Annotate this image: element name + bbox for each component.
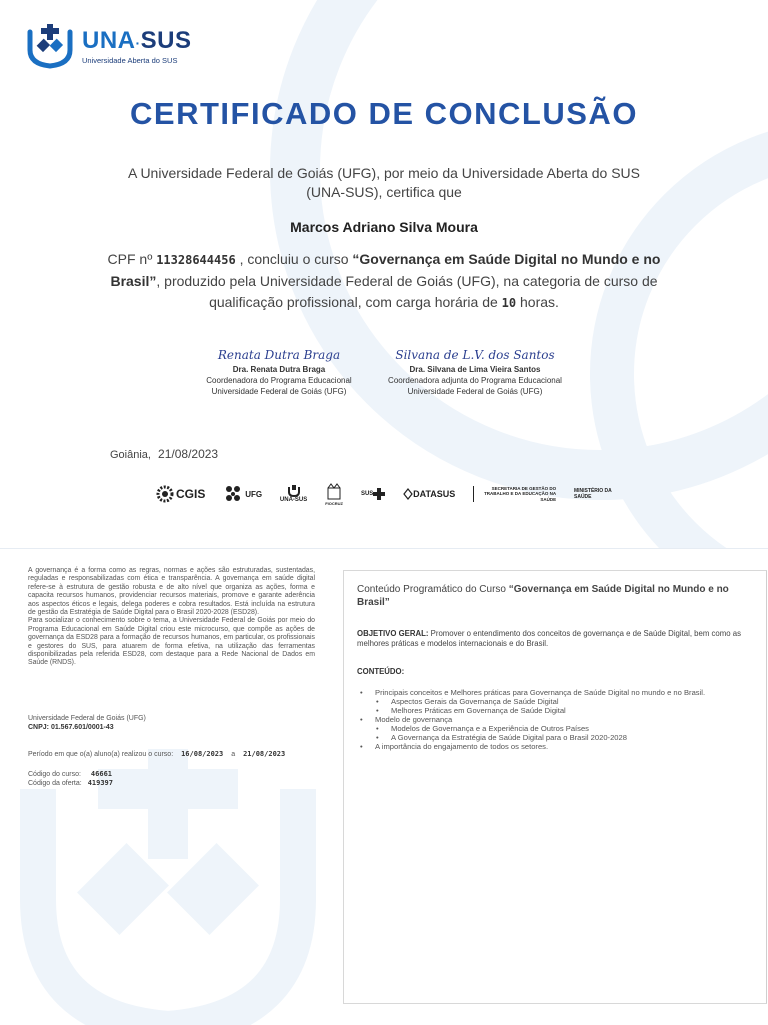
course-period: Período em que o(a) aluno(a) realizou o curso: 16/08/2023 a 21/08/2023 [28, 750, 286, 758]
course-description [28, 567, 315, 668]
handwritten-signature: Silvana de L.V. dos Santos [395, 348, 555, 362]
cgis-logo: CGIS [156, 485, 205, 503]
datasus-icon [403, 488, 413, 500]
signature-block-2 [380, 346, 570, 397]
period-start: 16/08/2023 [181, 750, 224, 758]
signer-role: Coordenadora adjunta do Programa Educacional [388, 376, 562, 385]
description-paragraph: A governança é a forma como as regras, normas e ações são estruturadas, sustentadas, reguladas e responsabilizadas com ética e transparência. A governança em saúde digital refere-se à estrutura de gestão robusta e de alto nível que organiza as ações, forma e capacita recursos humanos, providenciar recursos materiais, promove e garante aderência aos aspectos éticos e legais, delega poderes e cobra resultados. Está incluída na estrutura de gestão da Estratégia de Saúde Digital para o Brasil 2020-2028 (ESD28). [28, 567, 315, 617]
partner-logos [156, 476, 616, 512]
course-name: “Governança em Saúde Digital no Mundo e no Brasil” [110, 251, 661, 289]
certificate-title: CERTIFICADO DE CONCLUSÃO [130, 96, 638, 131]
una-sus-logo [24, 24, 192, 70]
place: Goiânia, [110, 449, 151, 461]
institution-name: Universidade Federal de Goiás (UFG) [28, 715, 146, 722]
ufg-dots-icon [223, 484, 243, 504]
program-objective: OBJETIVO GERAL: Promover o entendimento dos conceitos de governança e de Saúde Digital, bem como as melhores práticas e modelos internacionais e do Brasil. [357, 629, 741, 648]
program-content-list [357, 688, 757, 751]
program-list-item: • Melhores Práticas em Governança de Saúde Digital [357, 706, 757, 715]
logo-name: UNA·SUS [82, 27, 192, 54]
intro-text: A Universidade Federal de Goiás (UFG), por meio da Universidade Aberta do SUS (UNA-SUS), certifica que [127, 165, 641, 200]
offer-code: 419397 [87, 779, 113, 787]
signer-role: Coordenadora do Programa Educacional [206, 376, 352, 385]
sus-logo: SUS [361, 488, 385, 500]
issue-date: 21/08/2023 [158, 447, 219, 461]
fiocruz-building-icon [325, 483, 343, 501]
program-content-box [343, 570, 767, 1004]
signer-institution: Universidade Federal de Goiás (UFG) [211, 387, 347, 396]
logo-subtitle: Universidade Aberta do SUS [82, 56, 178, 65]
program-list-item: • A Governança da Estratégia de Saúde Digital para o Brasil 2020-2028 [357, 733, 757, 742]
program-list-item: • Principais conceitos e Melhores práticas para Governança de Saúde Digital no mundo e no Brasil. [357, 688, 757, 697]
signer-institution: Universidade Federal de Goiás (UFG) [407, 387, 543, 396]
handwritten-signature: Renata Dutra Braga [217, 348, 341, 362]
ministerio-saude-logo: MINISTÉRIO DA SAÚDE [574, 488, 612, 500]
hours-value: 10 [501, 296, 517, 310]
cpf-value: 11328644456 [156, 253, 236, 267]
program-list-item: • Aspectos Gerais da Governança de Saúde Digital [357, 697, 757, 706]
course-codes: Código do curso: 46661 Código da oferta: 419397 [28, 770, 113, 787]
signer-name: Dra. Silvana de Lima Vieira Santos [409, 365, 541, 374]
program-list-item: • A importância do engajamento de todos os setores. [357, 742, 757, 751]
unasus-partner-logo: UNA-SUS [280, 485, 307, 503]
ufg-logo: UFG [223, 484, 262, 504]
signer-name: Dra. Renata Dutra Braga [232, 365, 326, 374]
unasus-small-icon [287, 485, 301, 497]
program-title: Conteúdo Programático do Curso “Governança em Saúde Digital no Mundo e no Brasil” [357, 584, 729, 608]
signature-block-1 [184, 346, 374, 397]
una-sus-emblem-icon [24, 24, 76, 70]
student-name: Marcos Adriano Silva Moura [290, 219, 478, 235]
course-code: 46661 [90, 770, 112, 778]
cross-icon [373, 488, 385, 500]
institution-cnpj: CNPJ: 01.567.601/0001-43 [28, 724, 114, 731]
period-end: 21/08/2023 [243, 750, 286, 758]
datasus-logo: DATASUS [403, 488, 455, 500]
gear-icon [156, 485, 174, 503]
program-content-label: CONTEÚDO: [357, 667, 405, 676]
program-list-item: • Modelo de governança [357, 715, 757, 724]
program-list-item: • Modelos de Governança e a Experiência de Outros Países [357, 724, 757, 733]
institution-info [28, 714, 146, 732]
completion-text: CPF nº 11328644456 , concluiu o curso “Governança em Saúde Digital no Mundo e no Brasil”, produzido pela Universidade Federal de Goiás (UFG), na categoria de curso de qualificação profissional, com carga horária de 10 horas. [107, 251, 661, 310]
una-sus-watermark-icon [18, 749, 318, 1025]
sgtes-logo: SECRETARIA DE GESTÃO DO TRABALHO E DA EDUCAÇÃO NA SAÚDE [473, 486, 556, 503]
description-paragraph: Para socializar o conhecimento sobre o tema, a Universidade Federal de Goiás por meio do Programa Educacional em Saúde Digital criou este microcurso, que compõe as ações de governança da ESD28 para a formação de recursos humanos, em particular, os profissionais e gestores do SUS, para atuarem de forma efetiva, na utilização das ferramentas disponibilizadas pela referida ESD28, com destaque para a Rede Nacional de Dados em Saúde (RNDS). [28, 617, 315, 667]
place-date [110, 447, 218, 461]
fiocruz-logo: FIOCRUZ [325, 483, 343, 506]
